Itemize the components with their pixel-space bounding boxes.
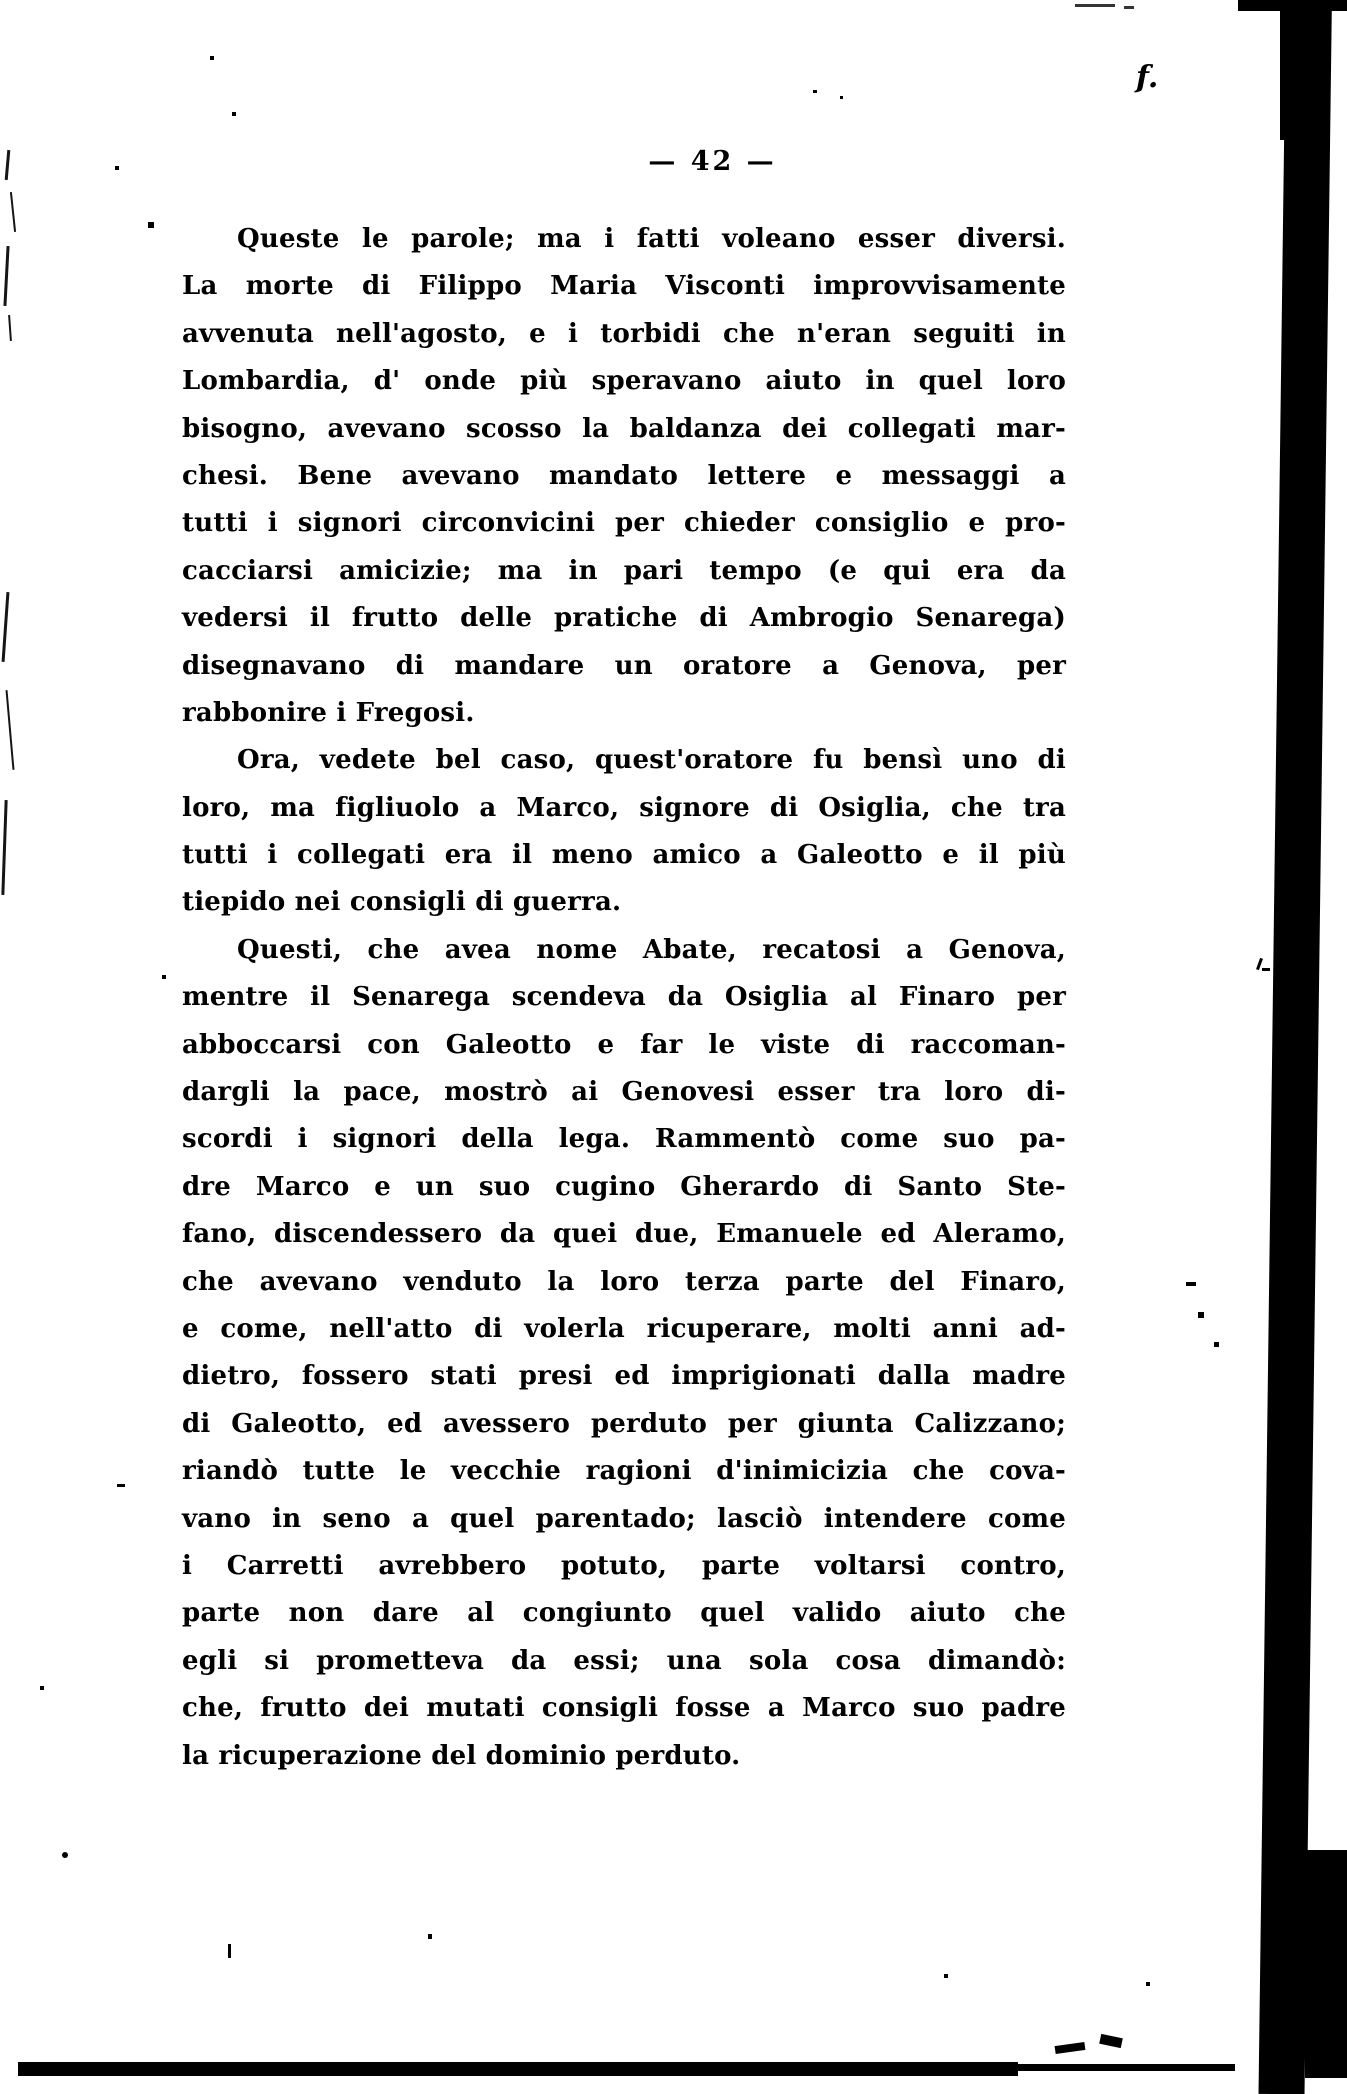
text-line: dietro, fossero stati presi ed imprigionati dalla madre (182, 1361, 1066, 1392)
text-line: cacciarsi amicizie; ma in pari tempo (e qui era da (182, 555, 1066, 586)
text-line: egli si prometteva da essi; una sola cosa dimandò: (182, 1645, 1066, 1676)
text-line: Questi, che avea nome Abate, recatosi a Genova, (237, 934, 1066, 965)
text-line: disegnavano di mandare un oratore a Genova, per (182, 650, 1066, 681)
scan-speck (117, 1484, 125, 1487)
page-number: — 42 — (648, 146, 777, 177)
text-line: mentre il Senarega scendeva da Osiglia al Finaro per (182, 982, 1066, 1013)
text-line: tutti i collegati era il meno amico a Galeotto e il più (182, 840, 1066, 871)
text-line: parte non dare al congiunto quel valido aiuto che (182, 1598, 1066, 1629)
scan-speck (840, 96, 843, 99)
scan-speck (428, 1934, 432, 1939)
scan-top-bar (1238, 0, 1347, 11)
text-line: riandò tutte le vecchie ragioni d'inimicizia che cova- (182, 1456, 1066, 1487)
text-line: dargli la pace, mostrò ai Genovesi esser tra loro di- (182, 1077, 1066, 1108)
text-line: loro, ma figliuolo a Marco, signore di Osiglia, che tra (182, 792, 1066, 823)
text-line: e come, nell'atto di volerla ricuperare, molti anni ad- (182, 1313, 1066, 1344)
paragraph (182, 927, 1066, 1780)
paragraph (182, 216, 1066, 737)
text-body (182, 216, 1066, 1780)
scan-edge-band-bottom (1305, 1850, 1347, 2078)
scan-speck (813, 90, 817, 93)
scan-speck (944, 1974, 948, 1978)
scan-speck (40, 1686, 44, 1690)
margin-scribble (3, 246, 9, 306)
scan-bottom-bar-thin (1010, 2064, 1235, 2071)
scan-edge-band (1259, 0, 1332, 2094)
text-line: Ora, vedete bel caso, quest'oratore fu bensì uno di (237, 745, 1066, 776)
text-line: fano, discendessero da quei due, Emanuele ed Aleramo, (182, 1219, 1066, 1250)
text-line: rabbonire i Fregosi. (182, 697, 475, 728)
text-line: Lombardia, d' onde più speravano aiuto in quel loro (182, 366, 1066, 397)
margin-scribble (2, 592, 10, 662)
scan-speck (232, 112, 236, 116)
scan-bottom-bar (18, 2062, 1018, 2076)
scan-smudge (1055, 2042, 1086, 2054)
text-line: dre Marco e un suo cugino Gherardo di Santo Ste- (182, 1171, 1066, 1202)
margin-mark-f: f. (1136, 60, 1159, 95)
text-line: tutti i signori circonvicini per chieder consiglio e pro- (182, 508, 1066, 539)
scan-speck (162, 975, 166, 979)
margin-scribble (5, 150, 11, 180)
margin-scribble (8, 315, 12, 341)
text-line: abboccarsi con Galeotto e far le viste di raccoman- (182, 1029, 1066, 1060)
scan-speck (210, 56, 214, 60)
scan-edge-band-top (1280, 0, 1322, 140)
text-line: La morte di Filippo Maria Visconti improvvisamente (182, 271, 1066, 302)
scan-top-dash (1124, 6, 1134, 9)
text-line: vano in seno a quel parentado; lasciò intendere come (182, 1503, 1066, 1534)
margin-scribble (10, 192, 16, 232)
text-line: tiepido nei consigli di guerra. (182, 887, 622, 918)
scan-smudge (1099, 2034, 1123, 2048)
scan-top-dash (1075, 4, 1115, 7)
paragraph (182, 737, 1066, 927)
scan-speck (1198, 1312, 1204, 1318)
scan-speck (1262, 968, 1270, 971)
margin-scribble (1, 800, 7, 895)
text-line: chesi. Bene avevano mandato lettere e messaggi a (182, 460, 1066, 491)
text-line: vedersi il frutto delle pratiche di Ambrogio Senarega) (182, 603, 1066, 634)
scan-speck (1186, 1282, 1196, 1286)
scan-speck (1214, 1342, 1219, 1347)
text-line: di Galeotto, ed avessero perduto per giunta Calizzano; (182, 1408, 1066, 1439)
text-line: che, frutto dei mutati consigli fosse a Marco suo padre (182, 1693, 1066, 1724)
text-line: scordi i signori della lega. Rammentò come suo pa- (182, 1124, 1066, 1155)
text-line: i Carretti avrebbero potuto, parte voltarsi contro, (182, 1550, 1066, 1581)
scan-speck (62, 1852, 68, 1858)
text-line: avvenuta nell'agosto, e i torbidi che n'eran seguiti in (182, 318, 1066, 349)
text-line: che avevano venduto la loro terza parte del Finaro, (182, 1266, 1066, 1297)
text-line: la ricuperazione del dominio perduto. (182, 1740, 741, 1771)
scan-speck (148, 222, 154, 228)
text-line: bisogno, avevano scosso la baldanza dei collegati mar- (182, 413, 1066, 444)
text-line: Queste le parole; ma i fatti voleano esser diversi. (237, 224, 1066, 254)
scan-speck (228, 1944, 231, 1958)
margin-scribble (6, 690, 15, 770)
scan-speck (115, 166, 119, 170)
scan-speck (1146, 1982, 1150, 1986)
